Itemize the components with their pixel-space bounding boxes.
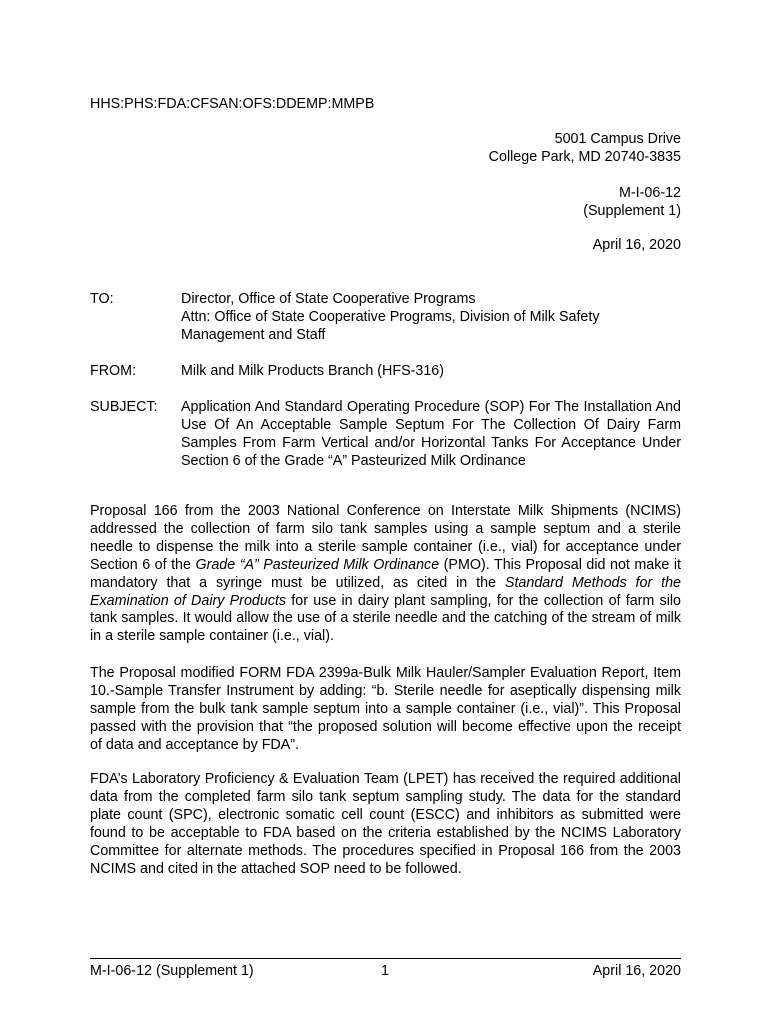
supplement-label: (Supplement 1) [583, 203, 681, 219]
pmo-title: Grade “A” Pasteurized Milk Ordinance [195, 556, 440, 573]
paragraph-1 [90, 503, 681, 646]
address-line-2: College Park, MD 20740-3835 [488, 149, 681, 165]
footer-date: April 16, 2020 [592, 963, 681, 979]
paragraph-1-part-a: Proposal 166 from the 2003 National Conference on Interstate Milk Shipments (NCIMS) addressed the collection of farm silo tank samples using a sample septum and a sterile needle to dispense the milk into a sterile sample container (i.e., vial) for acceptance under Section 6 of the [90, 503, 681, 573]
paragraph-1-part-c: for use in dairy plant sampling, for the collection of farm silo tank samples. It would allow the use of a sterile needle and the catching of the stream of milk in a sterile sample container (i.e., vial). [90, 592, 682, 645]
memo-number: M-I-06-12 [619, 185, 681, 201]
paragraph-1-part-b: (PMO). This Proposal did not make it mandatory that a syringe must be utilized, as cited in the [90, 556, 681, 591]
paragraph-2: The Proposal modified FORM FDA 2399a-Bulk Milk Hauler/Sampler Evaluation Report, Item 10.-Sample Transfer Instrument by adding: “b. Sterile needle for aseptically dispensing milk sample from the bulk tank sample septum into a sample container (i.e., vial)”. This Proposal passed with the provision that “the proposed solution will become effective upon the receipt of data and acceptance by FDA”. [90, 665, 681, 753]
to-line-2: Attn: Office of State Cooperative Programs, Division of Milk Safety Management and Staff [181, 309, 600, 343]
footer-page-number: 1 [381, 963, 389, 979]
footer-memo-ref: M-I-06-12 (Supplement 1) [90, 963, 254, 979]
to-line-1: Director, Office of State Cooperative Programs [181, 291, 476, 307]
subject-value: Application And Standard Operating Procedure (SOP) For The Installation And Use Of An Acceptable Sample Septum For The Collection Of Dairy Farm Samples From Farm Vertical and/or Horizontal Tanks For Acceptance Under Section 6 of the Grade “A” Pasteurized Milk Ordinance [181, 399, 681, 469]
memo-date: April 16, 2020 [592, 237, 681, 253]
office-code: HHS:PHS:FDA:CFSAN:OFS:DDEMP:MMPB [90, 96, 375, 112]
to-label: TO: [90, 291, 114, 307]
subject-label: SUBJECT: [90, 399, 158, 415]
paragraph-3: FDA’s Laboratory Proficiency & Evaluation Team (LPET) has received the required additional data from the completed farm silo tank septum sampling study. The data for the standard plate count (SPC), electronic somatic cell count (ESCC) and inhibitors as submitted were found to be acceptable to FDA based on the criteria established by the NCIMS Laboratory Committee for alternate methods. The procedures specified in Proposal 166 from the 2003 NCIMS and cited in the attached SOP need to be followed. [90, 771, 681, 877]
footer-divider [90, 958, 681, 959]
address-line-1: 5001 Campus Drive [554, 131, 681, 147]
from-label: FROM: [90, 363, 137, 379]
from-value: Milk and Milk Products Branch (HFS-316) [181, 363, 444, 379]
standard-methods-title: Standard Methods for the Examination of Dairy Products [90, 574, 681, 609]
